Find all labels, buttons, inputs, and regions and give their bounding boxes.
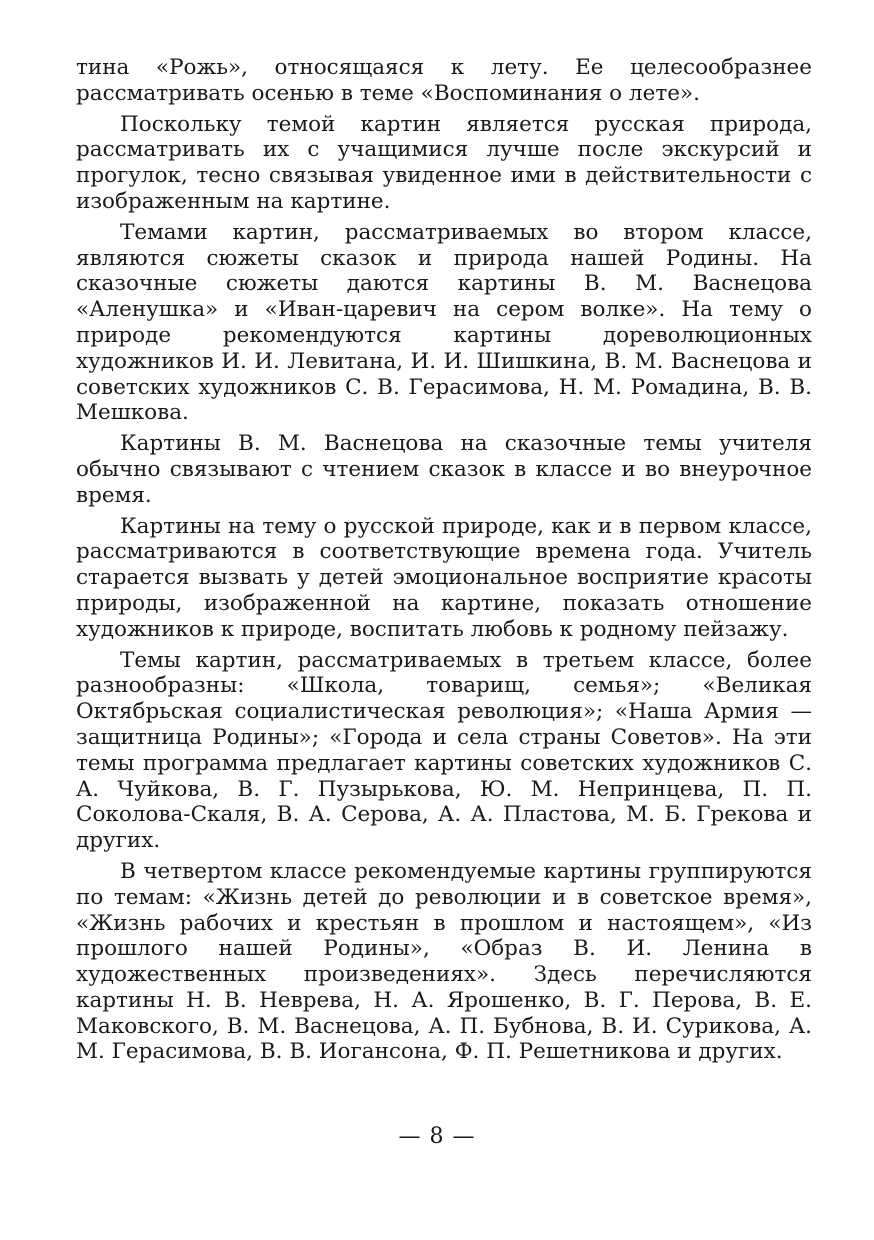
paragraph-4: Картины В. М. Васнецова на сказочные темы учителя обычно связывают с чтением сказок в классе и во внеурочное время. [76,431,812,508]
paragraph-6: Темы картин, рассматриваемых в третьем классе, более разнообразны: «Школа, товарищ, семья»; «Великая Октябрьская социалистическая революция»; «Наша Армия — защитница Родины»; «Города и села страны Советов». На эти темы программа предлагает картины советских художников С. А. Чуйкова, В. Г. Пузырькова, Ю. М. Непринцева, П. П. Соколова-Скаля, В. А. Серова, А. А. Пластова, М. Б. Грекова и других. [76,647,812,854]
paragraph-3: Темами картин, рассматриваемых во втором классе, являются сюжеты сказок и природа нашей Родины. На сказочные сюжеты даются картины В. М. Васнецова «Аленушка» и «Иван-царевич на сером волке». На тему о природе рекомендуются картины дореволюционных художников И. И. Левитана, И. И. Шишкина, В. М. Васнецова и советских художников С. В. Герасимова, Н. М. Ромадина, В. В. Мешкова. [76,219,812,426]
page-body [76,55,812,1065]
paragraph-5: Картины на тему о русской природе, как и в первом классе, рассматриваются в соответствующие времена года. Учитель старается вызвать у детей эмоциональное восприятие красоты природы, изображенной на картине, показать отношение художников к природе, воспитать любовь к родному пейзажу. [76,513,812,642]
paragraph-1: тина «Рожь», относящаяся к лету. Ее целесообразнее рассматривать осенью в теме «Воспоминания о лете». [76,55,812,106]
paragraph-2: Поскольку темой картин является русская природа, рассматривать их с учащимися лучше после экскурсий и прогулок, тесно связывая увиденное ими в действительности с изображенным на картине. [76,111,812,214]
paragraph-7: В четвертом классе рекомендуемые картины группируются по темам: «Жизнь детей до революции и в советское время», «Жизнь рабочих и крестьян в прошлом и настоящем», «Из прошлого нашей Родины», «Образ В. И. Ленина в художественных произведениях». Здесь перечисляются картины Н. В. Неврева, Н. А. Ярошенко, В. Г. Перова, В. Е. Маковского, В. М. Васнецова, А. П. Бубнова, В. И. Сурикова, А. М. Герасимова, В. В. Иогансона, Ф. П. Решетникова и других. [76,858,812,1065]
page-number: — 8 — [398,1124,476,1149]
